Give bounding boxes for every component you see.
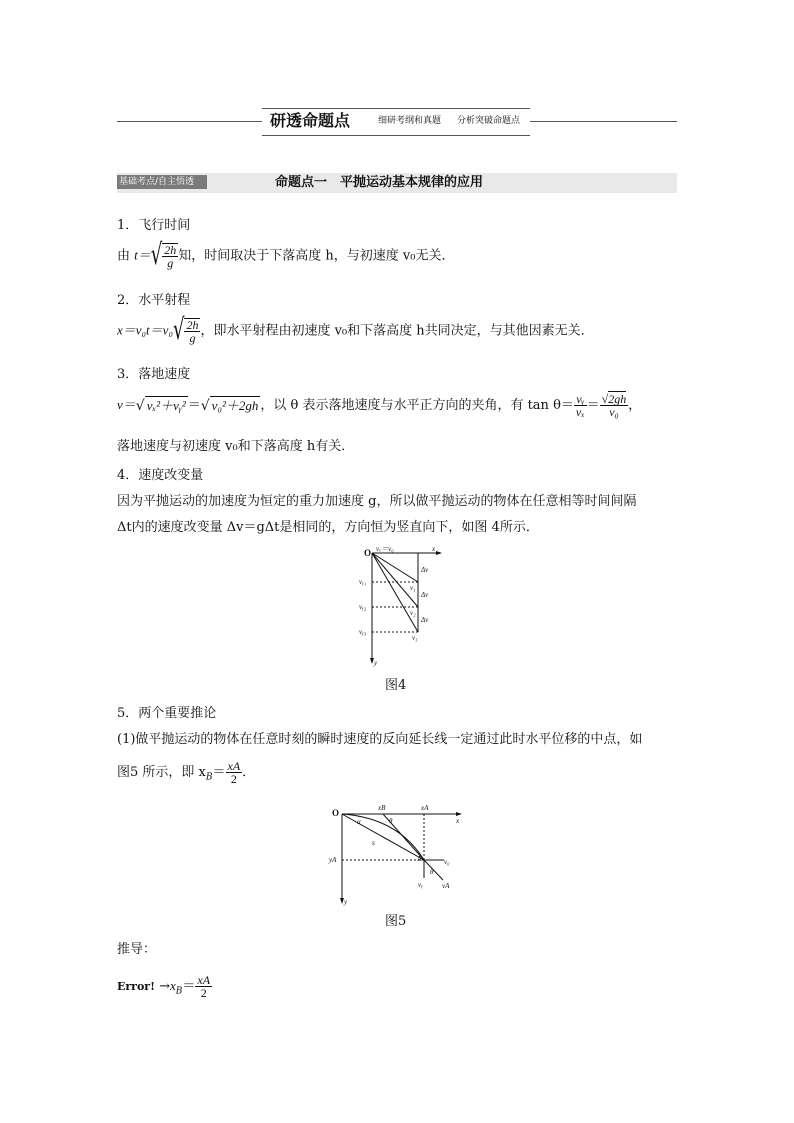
s4-heading: 4．速度改变量 xyxy=(117,468,204,483)
s2-post: ，即水平射程由初速度 v₀和下落高度 h共同决定，与其他因素无关． xyxy=(200,323,594,339)
s1-post: 知，时间取决于下落高度 h，与初速度 v₀无关． xyxy=(178,248,455,264)
fig5-chord xyxy=(342,814,424,860)
s3-eq1: v＝ xyxy=(117,397,136,412)
s2-frac xyxy=(184,318,200,344)
s2-num: 2h xyxy=(186,318,199,332)
s2-den: g xyxy=(189,331,196,345)
sqrt-icon: √ xyxy=(150,238,163,272)
derive-error: Error! xyxy=(117,980,155,993)
s4-line1: 因为平抛运动的加速度为恒定的重力加速度 g，所以做平抛运动的物体在任意相等时间间隔 xyxy=(117,494,637,509)
fig4-top: vₓ＝v₀ xyxy=(376,545,394,553)
header-title: 研透命题点 xyxy=(270,111,351,130)
header-right-rule xyxy=(530,121,677,122)
derive-sub: B xyxy=(175,986,183,997)
fig5-x: x xyxy=(456,817,460,825)
fig5-a: A xyxy=(417,855,423,863)
s3-heading: 3．落地速度 xyxy=(117,367,191,382)
s2-line xyxy=(117,313,594,347)
s5-pre2: 图5 所示，即 x xyxy=(117,765,206,780)
fig5-va-vec xyxy=(424,860,443,880)
fig5-xa: xA xyxy=(421,804,429,812)
fig5-o: O xyxy=(332,808,340,818)
fig4-v3 xyxy=(372,553,418,632)
s3-eq3: ＝ xyxy=(586,398,600,413)
fig5-s: s xyxy=(372,839,375,847)
fig5-vy: vᵧ xyxy=(418,881,423,889)
fig5-alpha: α xyxy=(357,818,361,826)
s2-eq: x＝v₀t＝v₀ xyxy=(117,322,173,338)
sqrt-icon: √ xyxy=(601,392,609,406)
s4-line2: Δt内的速度改变量 Δv＝gΔt是相同的，方向恒为竖直向下，如图 4所示． xyxy=(117,520,539,535)
s1-den: g xyxy=(167,256,174,270)
derive-line xyxy=(117,974,212,1001)
s3-frac2 xyxy=(600,393,629,418)
s3-mid: ，以 θ 表示落地速度与水平正方向的夹角，有 tan θ＝ xyxy=(260,398,574,413)
s3-f2den: v₀ xyxy=(609,405,619,419)
s5-eq: ＝ xyxy=(212,765,226,780)
fig5-va: vA xyxy=(442,882,450,890)
s5-den: 2 xyxy=(230,772,237,786)
fig4-o: O xyxy=(364,548,372,558)
s3-f1den: vₓ xyxy=(575,405,585,419)
s3-line xyxy=(117,393,641,418)
derive-xb: x xyxy=(169,978,176,993)
sqrt-icon: √ xyxy=(172,313,185,347)
fig4-v3-label: v₃ xyxy=(412,634,418,642)
s5-line1: (1)做平抛运动的物体在任意时刻的瞬时速度的反向延长线一定通过此时水平位移的中点，如 xyxy=(117,732,643,747)
fig4-y: y xyxy=(374,659,378,667)
topic-tag: 基础考点/自主悟透 xyxy=(117,175,207,189)
fig4-dv3: Δv xyxy=(421,616,429,624)
s5-heading: 5．两个重要推论 xyxy=(117,706,217,721)
fig4-x: x xyxy=(432,545,436,553)
derive-label: 推导： xyxy=(117,942,157,957)
fig4-v1-label: v₁ xyxy=(410,584,416,592)
s2-heading: 2．水平射程 xyxy=(117,293,191,308)
fig4-dv2: Δv xyxy=(421,591,429,599)
fig5-ya: yA xyxy=(329,856,337,864)
fig5-xb: xB xyxy=(378,804,386,812)
figure-5 xyxy=(328,800,472,908)
s3-f2num-text: 2gh xyxy=(608,392,627,406)
fig4-vy2: vᵧ₂ xyxy=(359,603,367,611)
fig4-dv1: Δv xyxy=(421,566,429,574)
s5-sub: B xyxy=(205,772,213,783)
fig4-v2 xyxy=(372,553,418,607)
fig5-theta2: θ xyxy=(430,868,434,876)
fig5-theta1: θ xyxy=(389,817,393,825)
s1-heading: 1．飞行时间 xyxy=(117,218,191,233)
header-sub1: 细研考纲和真题 xyxy=(378,116,442,126)
sqrt-icon: √ xyxy=(135,397,145,414)
derive-frac xyxy=(195,974,212,999)
s1-frac xyxy=(162,243,178,269)
fig4-vy3: vᵧ₃ xyxy=(359,628,367,636)
derive-eq: ＝ xyxy=(182,979,196,994)
s1-num: 2h xyxy=(164,243,177,257)
s5-frac xyxy=(226,760,243,785)
sqrt-icon: √ xyxy=(200,397,210,414)
s1-line xyxy=(117,238,455,272)
fig5-arrow-x xyxy=(456,812,462,816)
fig5-y: y xyxy=(344,898,348,906)
fig4-vy1: vᵧ₁ xyxy=(359,578,367,586)
s3-eq2: ＝ xyxy=(187,398,201,413)
fig4-v1 xyxy=(372,553,418,582)
s1-pre: 由 xyxy=(117,248,131,264)
derive-den: 2 xyxy=(200,986,207,1000)
s5-end: ． xyxy=(242,765,256,780)
s1-t-eq: t＝ xyxy=(134,247,151,263)
derive-num: xA xyxy=(197,973,211,987)
header-left-rule xyxy=(117,121,262,122)
s3-line2: 落地速度与初速度 v₀和下落高度 h有关． xyxy=(117,439,355,454)
arrow-right-icon: → xyxy=(159,979,170,994)
topic-title: 命题点一 平抛运动基本规律的应用 xyxy=(275,175,484,190)
fig4-arrow-x xyxy=(436,551,442,555)
s3-end: ， xyxy=(628,398,642,413)
header-sub2: 分析突破命题点 xyxy=(457,116,521,126)
figure-4 xyxy=(350,544,450,668)
fig4-v2-label: v₂ xyxy=(410,609,416,617)
s3-frac1 xyxy=(574,393,587,418)
fig5-caption: 图5 xyxy=(385,914,407,929)
fig5-v0: v₀ xyxy=(444,858,450,866)
s3-rad2: v₀²＋2gh xyxy=(211,398,259,413)
s3-f1num: vᵧ xyxy=(574,393,587,406)
s5-line2 xyxy=(117,760,255,787)
s3-rad1: vₓ²＋vᵧ² xyxy=(146,398,186,413)
fig4-caption: 图4 xyxy=(385,678,407,693)
s5-num: xA xyxy=(227,759,241,773)
